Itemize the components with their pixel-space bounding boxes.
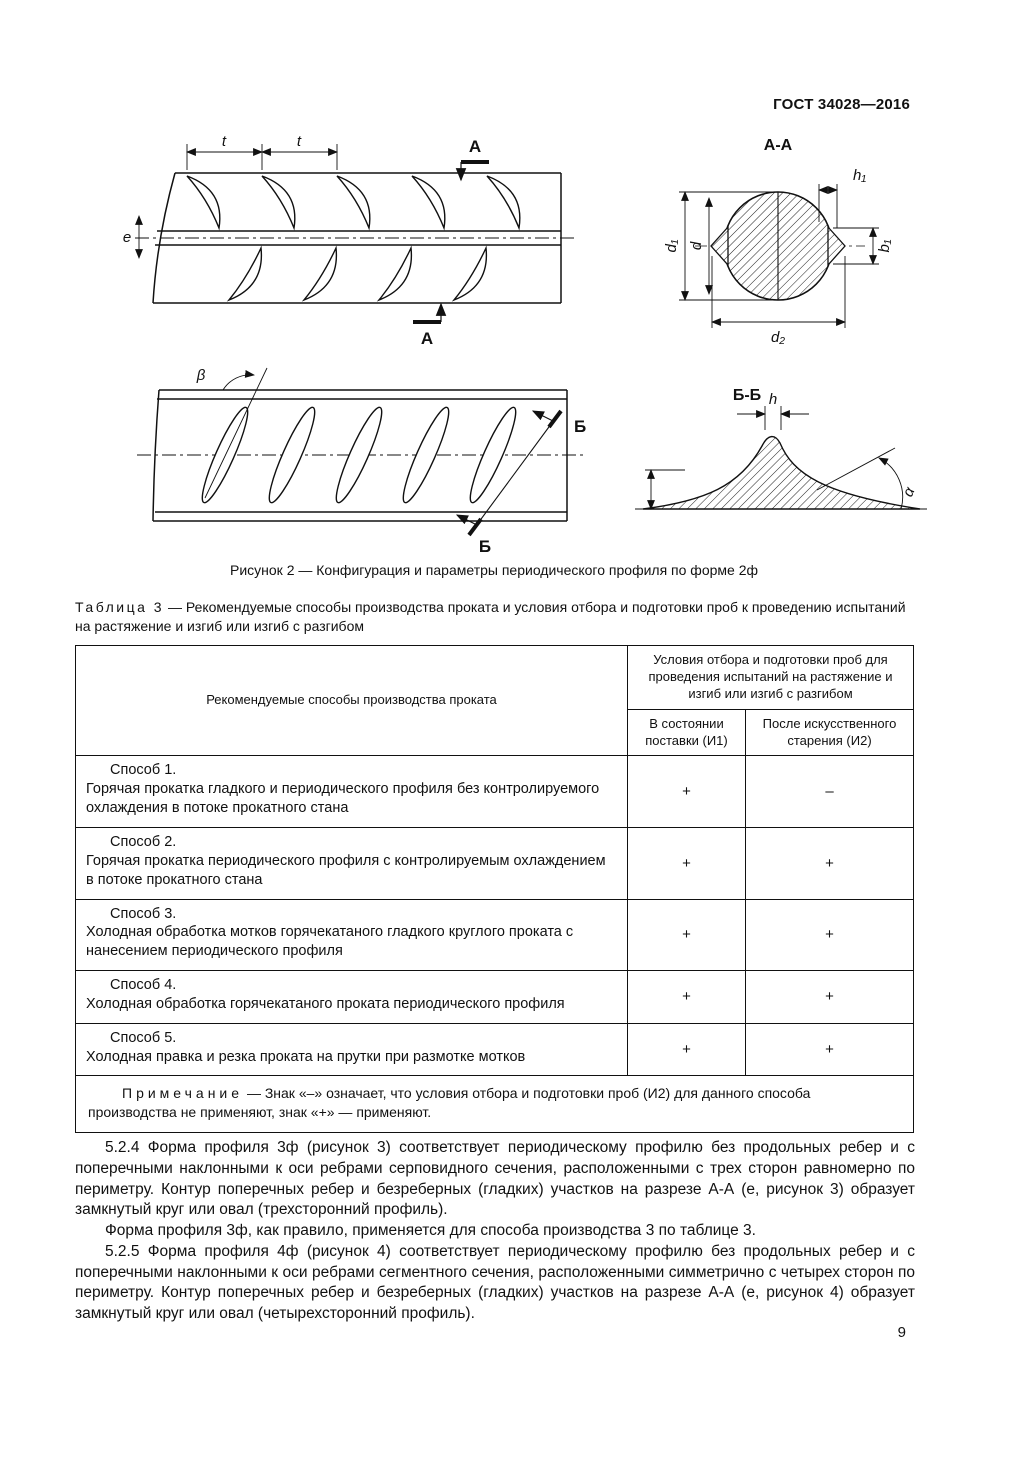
method-title: Способ 1. bbox=[110, 762, 177, 779]
label-section-a-top: А bbox=[468, 137, 482, 156]
figure-2-drawings bbox=[75, 128, 935, 560]
label-section-bb-title: Б-Б bbox=[732, 387, 762, 404]
label-section-aa-title: А-А bbox=[763, 137, 793, 154]
table-3-wrap bbox=[75, 645, 913, 1133]
method-title: Способ 3. bbox=[110, 905, 177, 922]
section-aa bbox=[679, 184, 879, 328]
note-label: Примечание bbox=[122, 1085, 244, 1102]
paragraph-5-2-5: 5.2.5 Форма профиля 4ф (рисунок 4) соответствует периодическому профилю без продольных ребер и с поперечными наклонными к оси ребрами сегментного сечения, расположенными симметрично с четырех сторон по периметру. Контур поперечных ребер и безреберных (гладких) участков на разрезе А-А (е, рисунок 4) образует замкнутый круг или овал (четырехсторонний профиль). bbox=[75, 1242, 915, 1323]
method-desc: Холодная обработка горячекатаного проката периодического профиля bbox=[86, 995, 565, 1012]
table-note bbox=[76, 1076, 914, 1133]
table-row bbox=[76, 971, 914, 1024]
section-bb bbox=[635, 406, 927, 509]
method-cell bbox=[76, 827, 628, 899]
method-cell bbox=[76, 756, 628, 828]
i2-value: + bbox=[746, 827, 914, 899]
table-3 bbox=[75, 645, 914, 1133]
method-title: Способ 2. bbox=[110, 833, 177, 850]
table-note-row bbox=[76, 1076, 914, 1133]
i1-value: + bbox=[628, 1023, 746, 1076]
table-row bbox=[76, 1023, 914, 1076]
table-row bbox=[76, 827, 914, 899]
i2-value: + bbox=[746, 899, 914, 971]
label-h1: h₁ bbox=[853, 167, 867, 184]
body-text bbox=[75, 1138, 915, 1325]
i1-value: + bbox=[628, 899, 746, 971]
rebar-top-view bbox=[135, 144, 577, 322]
method-title: Способ 4. bbox=[110, 977, 177, 994]
col-header-conditions: Условия отбора и подготовки проб для проведения испытаний на растяжение и изгиб или изгиб с разгибом bbox=[628, 646, 914, 710]
table-title-text: — Рекомендуемые способы производства проката и условия отбора и подготовки проб к проведению испытаний на растяжение и изгиб или изгиб с разгибом bbox=[75, 599, 906, 634]
note-text: — Знак «–» означает, что условия отбора и подготовки проб (И2) для данного способа производства не применяют, знак «+» — применяют. bbox=[88, 1085, 811, 1121]
col-header-i1: В состоянии поставки (И1) bbox=[628, 709, 746, 756]
label-e: е bbox=[122, 229, 132, 246]
table-label: Таблица 3 bbox=[75, 599, 165, 615]
label-h: h bbox=[768, 391, 778, 408]
col-header-i2: После искусственного старения (И2) bbox=[746, 709, 914, 756]
figure-caption: Рисунок 2 — Конфигурация и параметры периодического профиля по форме 2ф bbox=[230, 562, 758, 578]
i2-value: – bbox=[746, 756, 914, 828]
label-b1: b₁ bbox=[876, 239, 893, 253]
paragraph-5-2-4: 5.2.4 Форма профиля 3ф (рисунок 3) соответствует периодическому профилю без продольных ребер и с поперечными наклонными к оси ребрами серповидного сечения, расположенными с трех сторон равномерно по периметру. Контур поперечных ребер и безреберных (гладких) участков на разрезе А-А (е, рисунок 3) образует замкнутый круг или овал (трехсторонний профиль). bbox=[75, 1139, 915, 1219]
table-row bbox=[76, 756, 914, 828]
method-cell bbox=[76, 971, 628, 1024]
i2-value: + bbox=[746, 1023, 914, 1076]
label-d1: d₁ bbox=[663, 239, 680, 253]
label-d: d bbox=[688, 241, 705, 251]
i1-value: + bbox=[628, 756, 746, 828]
label-t-2: t bbox=[296, 133, 302, 150]
label-section-b-top: Б bbox=[574, 417, 587, 436]
doc-number: ГОСТ 34028—2016 bbox=[773, 96, 910, 113]
label-section-a-bottom: А bbox=[420, 329, 434, 348]
table-title bbox=[75, 598, 915, 636]
i1-value: + bbox=[628, 827, 746, 899]
label-t-1: t bbox=[221, 133, 227, 150]
figure-2-svg bbox=[75, 128, 935, 560]
rebar-side-view bbox=[137, 368, 583, 535]
method-desc: Горячая прокатка гладкого и периодического профиля без контролируемого охлаждения в потоке прокатного стана bbox=[86, 781, 600, 817]
label-beta: β bbox=[196, 367, 206, 384]
i1-value: + bbox=[628, 971, 746, 1024]
method-cell bbox=[76, 1023, 628, 1076]
label-section-b-bottom: Б bbox=[478, 537, 492, 556]
i2-value: + bbox=[746, 971, 914, 1024]
col-header-methods: Рекомендуемые способы производства проката bbox=[76, 646, 628, 756]
page-number: 9 bbox=[897, 1324, 906, 1341]
method-desc: Холодная правка и резка проката на прутки при размотке мотков bbox=[86, 1048, 526, 1065]
table-row bbox=[76, 899, 914, 971]
method-desc: Горячая прокатка периодического профиля с контролируемым охлаждением в потоке прокатного стана bbox=[86, 852, 606, 888]
label-alpha: α bbox=[899, 484, 919, 500]
method-cell bbox=[76, 899, 628, 971]
method-desc: Холодная обработка мотков горячекатаного гладкого круглого проката с нанесением периодического профиля bbox=[86, 924, 574, 960]
label-d2: d₂ bbox=[770, 329, 786, 346]
paragraph-5-2-4-note: Форма профиля 3ф, как правило, применяется для способа производства 3 по таблице 3. bbox=[105, 1222, 756, 1240]
method-title: Способ 5. bbox=[110, 1029, 177, 1046]
